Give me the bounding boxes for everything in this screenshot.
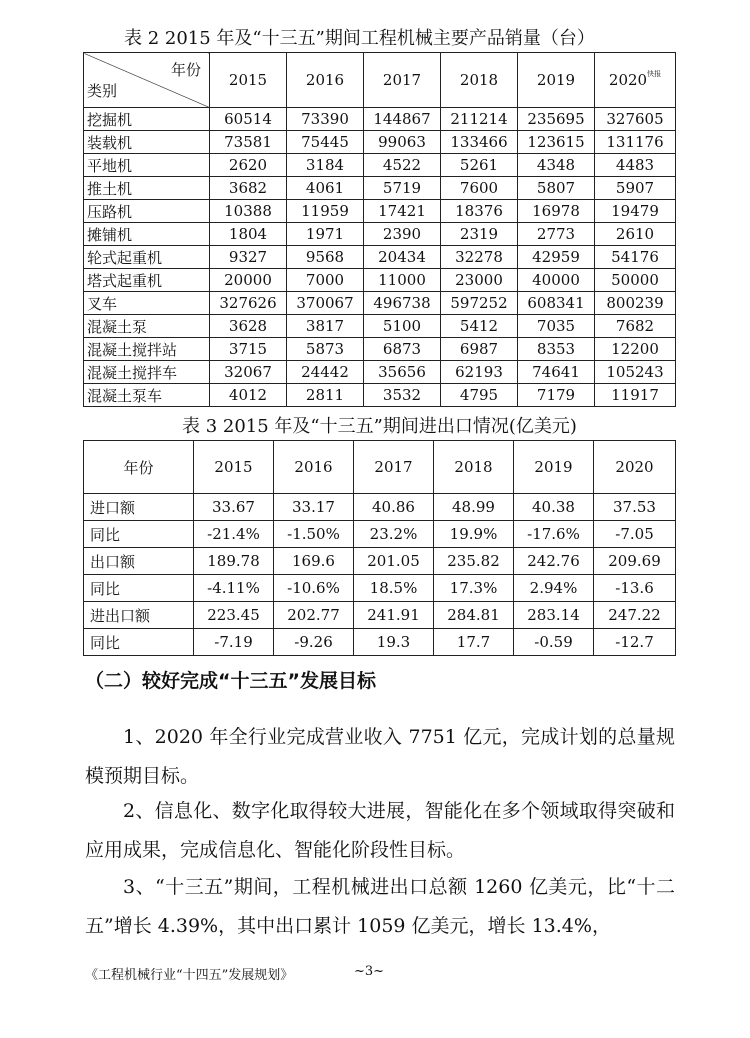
table-cell: 211214 <box>441 108 518 131</box>
table-cell: 23000 <box>441 269 518 292</box>
table-cell: 189.78 <box>194 548 274 575</box>
row-label: 混凝土泵车 <box>84 384 210 407</box>
table-row <box>84 602 676 629</box>
table-cell: 4483 <box>595 154 676 177</box>
table-cell: 62193 <box>441 361 518 384</box>
table-cell: 2773 <box>518 223 595 246</box>
table-cell: 223.45 <box>194 602 274 629</box>
table-cell: 73390 <box>287 108 364 131</box>
table-cell: 3715 <box>210 338 287 361</box>
table-cell: 12200 <box>595 338 676 361</box>
table-row <box>84 223 676 246</box>
row-label: 压路机 <box>84 200 210 223</box>
section-heading: （二）较好完成“十三五”发展目标 <box>85 670 376 692</box>
table-cell: 7179 <box>518 384 595 407</box>
table-row <box>84 494 676 521</box>
table-cell: 32067 <box>210 361 287 384</box>
year-header-label: 年份 <box>84 441 194 494</box>
table-row <box>84 292 676 315</box>
table-cell: 4522 <box>364 154 441 177</box>
row-label: 同比 <box>84 575 194 602</box>
row-label: 装载机 <box>84 131 210 154</box>
table-cell: 9568 <box>287 246 364 269</box>
table-cell: 2390 <box>364 223 441 246</box>
table-row <box>84 315 676 338</box>
table-cell: 327626 <box>210 292 287 315</box>
table-cell: 35656 <box>364 361 441 384</box>
table-cell: 242.76 <box>514 548 594 575</box>
table-cell: 19479 <box>595 200 676 223</box>
table-cell: 133466 <box>441 131 518 154</box>
year-header-2020-text: 2020 <box>608 71 648 89</box>
corner-year-label: 年份 <box>170 61 201 79</box>
row-label: 摊铺机 <box>84 223 210 246</box>
table-cell: 2811 <box>287 384 364 407</box>
table-cell: 33.17 <box>274 494 354 521</box>
table-cell: -12.7 <box>594 629 676 656</box>
table-cell: 73581 <box>210 131 287 154</box>
table-cell: 597252 <box>441 292 518 315</box>
table-cell: 3184 <box>287 154 364 177</box>
table-cell: 75445 <box>287 131 364 154</box>
row-label: 轮式起重机 <box>84 246 210 269</box>
footer-document-title: 《工程机械行业“十四五”发展规划》 <box>85 968 294 983</box>
table-cell: 42959 <box>518 246 595 269</box>
paragraph-1 <box>85 718 675 796</box>
table-cell: 800239 <box>595 292 676 315</box>
table-cell: 6987 <box>441 338 518 361</box>
row-label: 挖掘机 <box>84 108 210 131</box>
table-cell: 6873 <box>364 338 441 361</box>
table-cell: -7.19 <box>194 629 274 656</box>
table-cell: 11959 <box>287 200 364 223</box>
year-header: 2018 <box>434 441 514 494</box>
row-label: 混凝土搅拌站 <box>84 338 210 361</box>
paragraph-2-text: 2、信息化、数字化取得较大进展，智能化在多个领域取得突破和应用成果，完成信息化、智能化阶段性目标。 <box>85 800 675 861</box>
table-cell: 284.81 <box>434 602 514 629</box>
table-cell: 50000 <box>595 269 676 292</box>
table-row <box>84 361 676 384</box>
table-cell: 33.67 <box>194 494 274 521</box>
table-row <box>84 200 676 223</box>
year-header: 2015 <box>210 53 287 108</box>
table-cell: 202.77 <box>274 602 354 629</box>
table-cell: 2620 <box>210 154 287 177</box>
table-cell: 48.99 <box>434 494 514 521</box>
table-row <box>84 338 676 361</box>
table-cell: 209.69 <box>594 548 676 575</box>
table-cell: 11000 <box>364 269 441 292</box>
table-cell: 2610 <box>595 223 676 246</box>
corner-category-label: 类别 <box>87 82 118 100</box>
table-cell: 4061 <box>287 177 364 200</box>
year-header-2020 <box>595 53 676 108</box>
trade-table <box>83 440 676 656</box>
table3-caption: 表 3 2015 年及“十三五”期间进出口情况(亿美元) <box>182 416 577 437</box>
table-cell: 5100 <box>364 315 441 338</box>
year-header: 2019 <box>518 53 595 108</box>
table-cell: 3628 <box>210 315 287 338</box>
paragraph-3 <box>85 868 675 946</box>
table-cell: 3817 <box>287 315 364 338</box>
table-cell: 16978 <box>518 200 595 223</box>
table-cell: 5261 <box>441 154 518 177</box>
sales-table <box>83 52 676 407</box>
table-cell: 7000 <box>287 269 364 292</box>
row-label: 同比 <box>84 629 194 656</box>
table-row <box>84 177 676 200</box>
page-number: ~3~ <box>354 964 385 979</box>
table-cell: 247.22 <box>594 602 676 629</box>
table-cell: 327605 <box>595 108 676 131</box>
table-cell: 4012 <box>210 384 287 407</box>
table-cell: 40000 <box>518 269 595 292</box>
table-cell: 4348 <box>518 154 595 177</box>
table-row <box>84 154 676 177</box>
table-row <box>84 108 676 131</box>
table-cell: 235695 <box>518 108 595 131</box>
table-cell: 2.94% <box>514 575 594 602</box>
row-label: 叉车 <box>84 292 210 315</box>
table-row <box>84 629 676 656</box>
corner-header-cell <box>84 53 210 108</box>
table-row <box>84 246 676 269</box>
table-cell: 144867 <box>364 108 441 131</box>
table-cell: -7.05 <box>594 521 676 548</box>
table-cell: 283.14 <box>514 602 594 629</box>
table-cell: -21.4% <box>194 521 274 548</box>
table-cell: 17421 <box>364 200 441 223</box>
table-cell: 123615 <box>518 131 595 154</box>
table-cell: 5873 <box>287 338 364 361</box>
table-row <box>84 548 676 575</box>
table-cell: 1971 <box>287 223 364 246</box>
table-cell: 1804 <box>210 223 287 246</box>
table-cell: 37.53 <box>594 494 676 521</box>
table-cell: 40.86 <box>354 494 434 521</box>
table-row <box>84 269 676 292</box>
table-cell: 19.9% <box>434 521 514 548</box>
year-header: 2018 <box>441 53 518 108</box>
table-cell: -13.6 <box>594 575 676 602</box>
table-cell: 3682 <box>210 177 287 200</box>
year-header: 2020 <box>594 441 676 494</box>
table-cell: 74641 <box>518 361 595 384</box>
table-cell: 11917 <box>595 384 676 407</box>
table-cell: 40.38 <box>514 494 594 521</box>
table-cell: 60514 <box>210 108 287 131</box>
paragraph-1-text: 1、2020 年全行业完成营业收入 7751 亿元，完成计划的总量规模预期目标。 <box>85 726 675 787</box>
table-cell: 5719 <box>364 177 441 200</box>
trade-table-header <box>84 441 676 494</box>
table2-caption: 表 2 2015 年及“十三五”期间工程机械主要产品销量（台） <box>124 28 595 49</box>
table-cell: 4795 <box>441 384 518 407</box>
table-cell: 20434 <box>364 246 441 269</box>
row-label: 混凝土泵 <box>84 315 210 338</box>
year-header: 2016 <box>274 441 354 494</box>
paragraph-3-text: 3、“十三五”期间，工程机械进出口总额 1260 亿美元，比“十二五”增长 4.39%，其中出口累计 1059 亿美元，增长 13.4%， <box>85 876 675 937</box>
table-cell: 496738 <box>364 292 441 315</box>
table-cell: 131176 <box>595 131 676 154</box>
row-label: 进出口额 <box>84 602 194 629</box>
year-header: 2017 <box>354 441 434 494</box>
table-cell: 370067 <box>287 292 364 315</box>
table-cell: 5807 <box>518 177 595 200</box>
paragraph-2 <box>85 792 675 870</box>
table-cell: 17.3% <box>434 575 514 602</box>
row-label: 平地机 <box>84 154 210 177</box>
table-row <box>84 131 676 154</box>
table-cell: 201.05 <box>354 548 434 575</box>
table-cell: 105243 <box>595 361 676 384</box>
table-cell: 235.82 <box>434 548 514 575</box>
table-cell: 8353 <box>518 338 595 361</box>
preliminary-note: 快报 <box>647 70 662 78</box>
table-cell: 18376 <box>441 200 518 223</box>
table-cell: 7682 <box>595 315 676 338</box>
table-cell: 7035 <box>518 315 595 338</box>
table-row <box>84 575 676 602</box>
table-cell: -0.59 <box>514 629 594 656</box>
year-header: 2015 <box>194 441 274 494</box>
table-cell: 5412 <box>441 315 518 338</box>
table-cell: 10388 <box>210 200 287 223</box>
table-row <box>84 521 676 548</box>
table-cell: 18.5% <box>354 575 434 602</box>
table-cell: -1.50% <box>274 521 354 548</box>
table-cell: 9327 <box>210 246 287 269</box>
table-cell: 23.2% <box>354 521 434 548</box>
table-cell: -9.26 <box>274 629 354 656</box>
year-header: 2016 <box>287 53 364 108</box>
table-cell: 5907 <box>595 177 676 200</box>
table-cell: 169.6 <box>274 548 354 575</box>
sales-table-header <box>84 53 676 108</box>
row-label: 混凝土搅拌车 <box>84 361 210 384</box>
row-label: 推土机 <box>84 177 210 200</box>
table-cell: 99063 <box>364 131 441 154</box>
table-row <box>84 384 676 407</box>
table-cell: 32278 <box>441 246 518 269</box>
table-cell: 7600 <box>441 177 518 200</box>
table-cell: -4.11% <box>194 575 274 602</box>
table-cell: -10.6% <box>274 575 354 602</box>
table-cell: 2319 <box>441 223 518 246</box>
year-header: 2017 <box>364 53 441 108</box>
table-cell: 3532 <box>364 384 441 407</box>
table-cell: 19.3 <box>354 629 434 656</box>
table-cell: 54176 <box>595 246 676 269</box>
table-cell: -17.6% <box>514 521 594 548</box>
table-cell: 17.7 <box>434 629 514 656</box>
table-cell: 20000 <box>210 269 287 292</box>
table-cell: 24442 <box>287 361 364 384</box>
year-header: 2019 <box>514 441 594 494</box>
row-label: 塔式起重机 <box>84 269 210 292</box>
row-label: 出口额 <box>84 548 194 575</box>
table-cell: 241.91 <box>354 602 434 629</box>
row-label: 同比 <box>84 521 194 548</box>
table-cell: 608341 <box>518 292 595 315</box>
row-label: 进口额 <box>84 494 194 521</box>
